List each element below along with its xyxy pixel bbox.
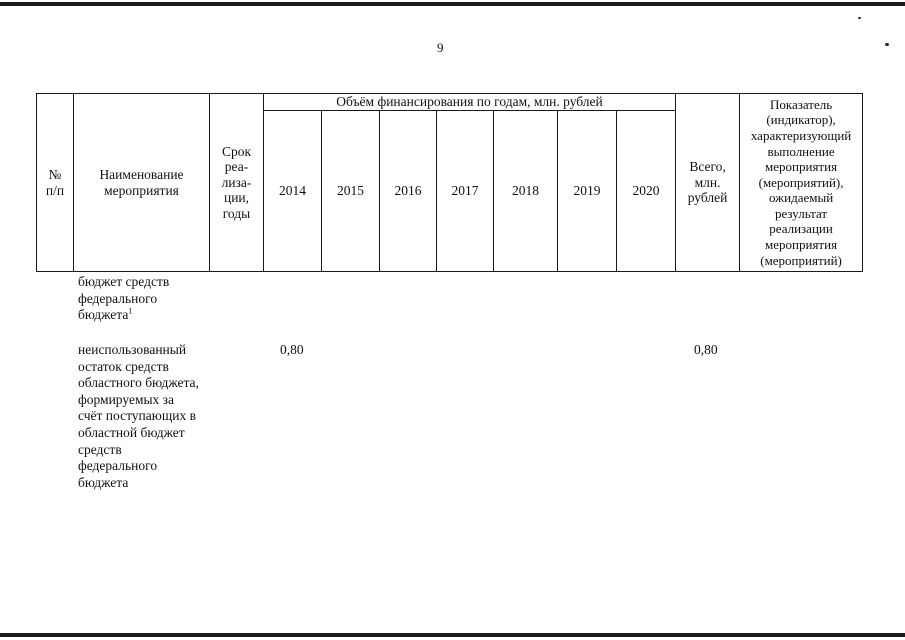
page-number: 9 [437,40,444,55]
scan-speck [885,43,889,46]
header-indicator: Показатель (индикатор), характеризующий выполнение мероприятия (мероприятий), ожидаемый результат реализации мероприятия (мероприятий) [740,94,863,272]
header-funding-group: Объём финансирования по годам, млн. рублей [264,94,676,111]
header-name: Наименование мероприятия [74,94,210,272]
header-year: 2015 [322,111,380,272]
row-label-unused-balance: неиспользованный остаток средств областного бюджета, формируемых за счёт поступающих в областной бюджет средств федерального бюджета [78,342,199,490]
bottom-border-line [0,633,905,637]
value-total: 0,80 [694,342,718,357]
header-year: 2014 [264,111,322,272]
header-year: 2019 [558,111,617,272]
header-term: Срок реа-лиза-ции, годы [210,94,264,272]
scan-speck [858,17,861,19]
header-year: 2017 [437,111,494,272]
header-year: 2018 [494,111,558,272]
header-number: № п/п [37,94,74,272]
value-2014: 0,80 [280,342,304,357]
footnote-mark: 1 [128,306,133,316]
header-year: 2016 [380,111,437,272]
header-total: Всего, млн. рублей [676,94,740,272]
header-year: 2020 [617,111,676,272]
top-border-line [0,2,905,6]
table-header [36,93,863,272]
row-label-federal-budget: бюджет средств федерального бюджета$^1$ [78,274,170,323]
